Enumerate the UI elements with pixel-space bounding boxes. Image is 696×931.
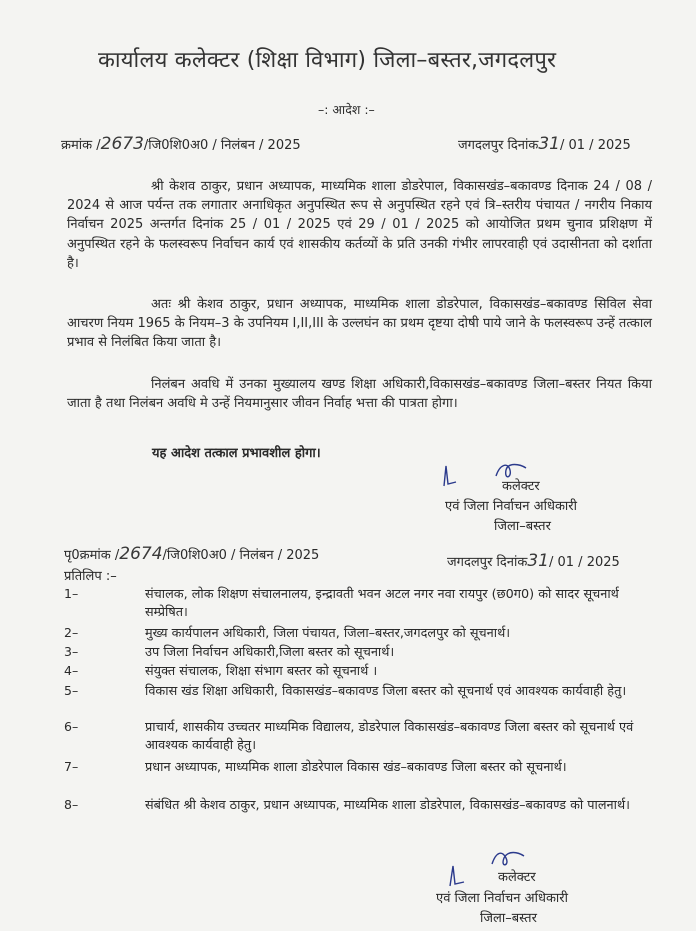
signature-2-designation: एवं जिला निर्वाचन अधिकारी (436, 891, 568, 906)
list-item-number: 5– (64, 683, 79, 698)
signature-1-district: जिला–बस्तर (494, 519, 551, 534)
ref-suffix: /जि0शि0अ0 / निलंबन / 2025 (143, 138, 301, 153)
effective-statement: यह आदेश तत्काल प्रभावशील होगा। (152, 446, 321, 461)
list-item: प्राचार्य, शासकीय उच्चतर माध्यमिक विद्यालय, डोडरेपाल विकासखंड–बकावण्ड जिला बस्तर को सूचनार्थ एवं आवश्यक कार्यवाही हेतु। (145, 720, 634, 753)
office-title: कार्यालय कलेक्टर (शिक्षा विभाग) जिला–बस्तर,जगदलपुर (98, 48, 557, 73)
list-item: विकास खंड शिक्षा अधिकारी, विकासखंड–बकावण्ड जिला बस्तर को सूचनार्थ एवं आवश्यक कार्यवाही हेतु। (145, 684, 627, 699)
ref-prefix: क्रमांक / (61, 138, 101, 153)
list-item-number: 8– (64, 797, 79, 812)
list-item: संयुक्त संचालक, शिक्षा संभाग बस्तर को सूचनार्थ । (145, 664, 378, 679)
order-heading: –: आदेश :– (318, 102, 375, 117)
copy-ref-number-handwritten: 2674 (119, 544, 163, 564)
list-item: उप जिला निर्वाचन अधिकारी,जिला बस्तर को सूचनार्थ। (145, 645, 395, 660)
signature-2-district: जिला–बस्तर (480, 911, 537, 926)
list-item-number: 6– (64, 719, 79, 734)
list-item-number: 3– (64, 644, 79, 659)
list-item: मुख्य कार्यपालन अधिकारी, जिला पंचायत, जिला–बस्तर,जगदलपुर को सूचनार्थ। (145, 626, 511, 641)
copy-reference (64, 544, 319, 564)
paragraph-3: निलंबन अवधि में उनका मुख्यालय खण्ड शिक्षा अधिकारी,विकासखंड–बकावण्ड जिला–बस्तर नियत किया जाता है तथा निलंबन अवधि मे उन्हें नियमानुसार जीवन निर्वाह भत्ता की पात्रता होगा। (67, 377, 652, 412)
date-prefix: जगदलपुर दिनांक (458, 138, 539, 153)
list-item-number: 7– (64, 759, 79, 774)
ref-number-handwritten: 2673 (100, 134, 144, 154)
paragraph-1: श्री केशव ठाकुर, प्रधान अध्यापक, माध्यमिक शाला डोडरेपाल, विकासखंड–बकावण्ड दिनाक 24 / 08 / 2024 से आज पर्यन्त तक लगातार अनाधिकृत अनुपस्थित रूप से अनुपस्थित रहने एवं त्रि–स्तरीय पंचायत / नगरीय निकाय निर्वाचन 2025 अन्तर्गत दिनांक 25 / 01 / 2025 एवं 29 / 01 / 2025 को आयोजित प्रथम चुनाव प्रशिक्षण में अनुपस्थित रहने के फलस्वरूप निर्वाचन कार्य एवं शासकीय कर्तव्यों के प्रति उनकी गंभीर लापरवाही एवं उदासीनता को दर्शाता है। (67, 179, 652, 271)
date-suffix: / 01 / 2025 (560, 138, 631, 153)
copy-date-suffix: / 01 / 2025 (549, 555, 620, 570)
copy-ref-suffix: /जि0शि0अ0 / निलंबन / 2025 (162, 548, 320, 563)
copy-date-prefix: जगदलपुर दिनांक (447, 555, 528, 570)
signature-2-title: कलेक्टर (498, 870, 536, 885)
list-item-number: 2– (64, 625, 79, 640)
order-reference (61, 134, 301, 154)
list-item: संचालक, लोक शिक्षण संचालनालय, इन्द्रावती भवन अटल नगर नवा रायपुर (छ0ग0) को सादर सूचनार्थ सम्प्रेषित। (145, 587, 619, 620)
list-item-number: 1– (64, 586, 79, 601)
date-handwritten: 31 (538, 134, 560, 154)
copy-label: प्रतिलिप :– (64, 569, 117, 584)
paragraph-2: अतः श्री केशव ठाकुर, प्रधान अध्यापक, माध्यमिक शाला डोडरेपाल, विकासखंड–बकावण्ड सिविल सेवा आचरण नियम 1965 के नियम–3 के उपनियम I,II,III के उल्लघंन का प्रथम दृष्टया दोषी पाये जाने के फलस्वरूप उन्हें तत्काल प्रभाव से निलंबित किया जाता है। (67, 297, 652, 351)
copy-date-handwritten: 31 (527, 551, 549, 571)
signature-1-title: कलेक्टर (502, 479, 540, 494)
order-date (458, 134, 631, 154)
list-item-number: 4– (64, 663, 79, 678)
signature-1-designation: एवं जिला निर्वाचन अधिकारी (445, 499, 577, 514)
list-item: संबंधित श्री केशव ठाकुर, प्रधान अध्यापक, माध्यमिक शाला डोडरेपाल, विकासखंड–बकावण्ड को पालनार्थ। (145, 798, 630, 813)
copy-date (447, 551, 620, 571)
copy-ref-prefix: पृ0क्रमांक / (64, 548, 120, 563)
list-item: प्रधान अध्यापक, माध्यमिक शाला डोडरेपाल विकास खंड–बकावण्ड जिला बस्तर को सूचनार्थ। (145, 760, 567, 775)
